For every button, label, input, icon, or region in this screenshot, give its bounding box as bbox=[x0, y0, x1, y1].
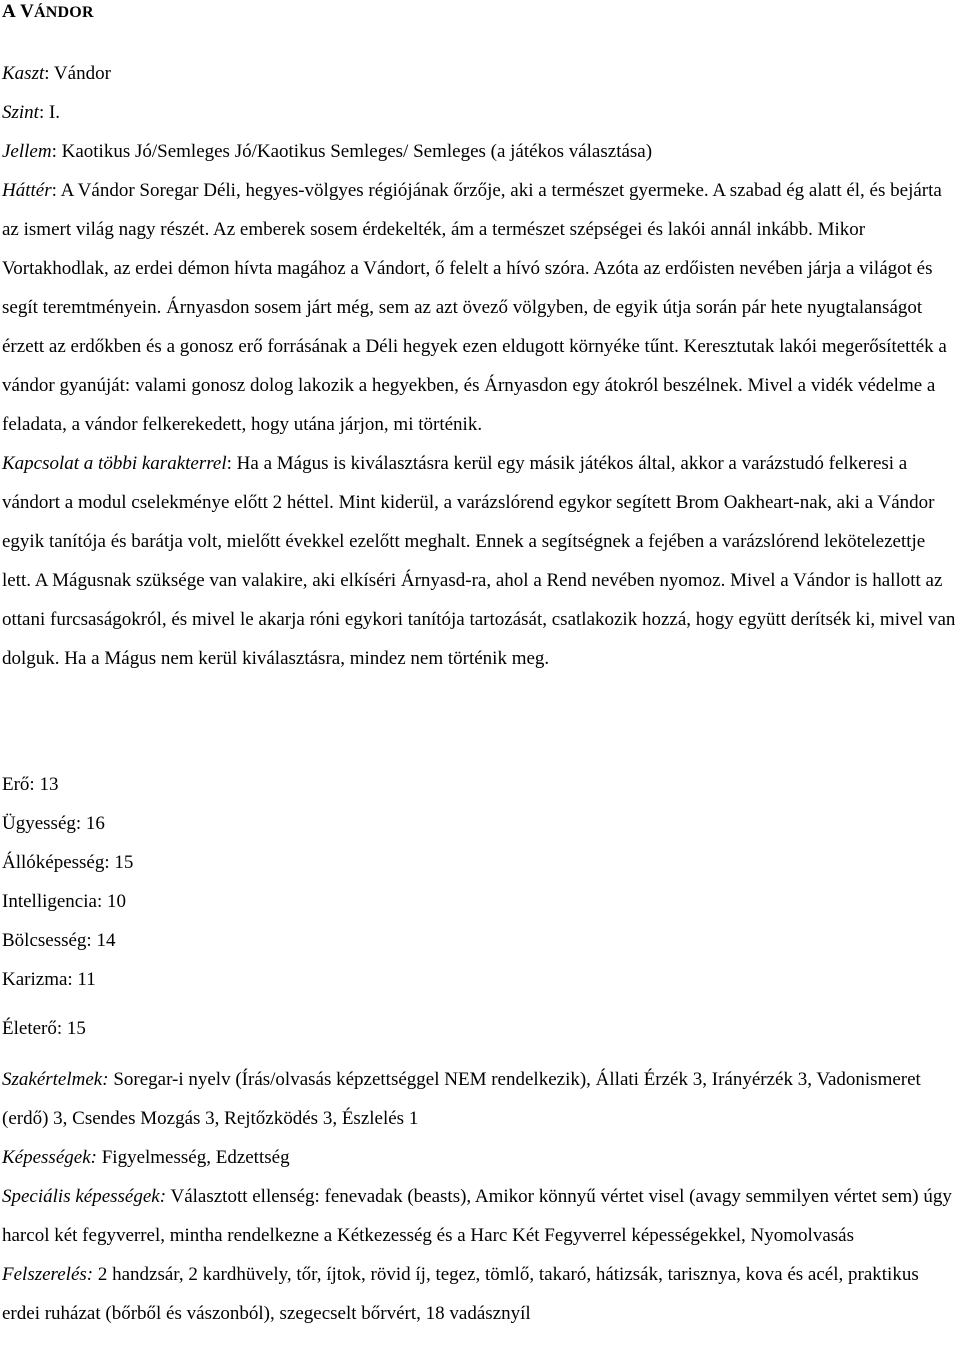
stat-charisma: Karizma: 11 bbox=[2, 969, 96, 990]
character-header bbox=[2, 54, 958, 678]
stat-intelligence: Intelligencia: 10 bbox=[2, 891, 126, 912]
abilities-section bbox=[2, 1060, 958, 1333]
background-text: : A Vándor Soregar Déli, hegyes-völgyes régiójának őrzője, aki a természet gyermeke. A szabad ég alatt él, és bejárta az ismert világ nagy részét. Az emberek sosem érdekelték, ám a természet szépségei és lakói annál inkább. Mikor Vortakhodlak, az erdei démon hívta magához a Vándort, ő felelt a hívó szóra. Azóta az erdőisten nevében járja a világot és segít teremtményein. Árnyasdon sosem járt még, sem az azt övező völgyben, de egyik útja során pár hete nyugtalanságot érzett az erdőkben és a gonosz erő forrásának a Déli hegyek ezen eldugott környéke tűnt. Keresztutak lakói megerősítették a vándor gyanúját: valami gonosz dolog lakozik a hegyekben, és Árnyasdon egy átokról beszélnek. Mivel a vidék védelme a feladata, a vándor felkerekedett, hogy utána járjon, mi történik. bbox=[2, 180, 947, 435]
special-paragraph bbox=[2, 1177, 958, 1255]
stat-dexterity: Ügyesség: 16 bbox=[2, 813, 105, 834]
level-value: : I. bbox=[38, 102, 61, 123]
skills-text: Soregar-i nyelv (Írás/olvasás képzettséggel NEM rendelkezik), Állati Érzék 3, Irányérzék 3, Vadonismeret (erdő) 3, Csendes Mozgás 3, Rejtőzködés 3, Észlelés 1 bbox=[2, 1069, 921, 1129]
level-line bbox=[2, 93, 958, 132]
level-label: Szint bbox=[2, 102, 39, 123]
special-text: Választott ellenség: fenevadak (beasts), Amikor könnyű vértet visel (avagy semmilyen vértet sem) úgy harcol két fegyverrel, mintha rendelkezne a Kétkezesség és a Harc Két Fegyverrel képességekkel, Nyomolvasás bbox=[2, 1186, 952, 1246]
alignment-line bbox=[2, 132, 958, 171]
class-value: : Vándor bbox=[44, 63, 111, 84]
attribute-list bbox=[2, 765, 958, 999]
equipment-paragraph bbox=[2, 1255, 958, 1333]
hit-points bbox=[2, 1009, 958, 1048]
alignment-value: : Kaotikus Jó/Semleges Jó/Kaotikus Semleges/ Semleges (a játékos választása) bbox=[51, 141, 653, 162]
title-smallcaps-rest: ÁNDOR bbox=[34, 4, 94, 21]
feats-paragraph bbox=[2, 1138, 958, 1177]
title-v-capital: V bbox=[20, 1, 35, 22]
stat-strength: Erő: 13 bbox=[2, 774, 59, 795]
feats-label: Képességek: bbox=[2, 1147, 97, 1168]
skills-paragraph bbox=[2, 1060, 958, 1138]
alignment-label: Jellem bbox=[2, 141, 52, 162]
skills-label: Szakértelmek: bbox=[2, 1069, 109, 1090]
class-label: Kaszt bbox=[2, 63, 45, 84]
relation-label: Kapcsolat a többi karakterrel bbox=[2, 453, 227, 474]
title-initial: A bbox=[2, 1, 16, 22]
stat-wisdom: Bölcsesség: 14 bbox=[2, 930, 116, 951]
document-title bbox=[2, 2, 94, 23]
equipment-text: 2 handzsár, 2 kardhüvely, tőr, íjtok, rövid íj, tegez, tömlő, takaró, hátizsák, tarisznya, kova és acél, praktikus erdei ruházat (bőrből és vászonból), szegecselt bőrvért, 18 vadásznyíl bbox=[2, 1264, 919, 1324]
hp-line: Életerő: 15 bbox=[2, 1018, 86, 1039]
class-line bbox=[2, 54, 958, 93]
stat-constitution: Állóképesség: 15 bbox=[2, 852, 134, 873]
feats-text: Figyelmesség, Edzettség bbox=[96, 1147, 290, 1168]
background-label: Háttér bbox=[2, 180, 52, 201]
equipment-label: Felszerelés: bbox=[2, 1264, 94, 1285]
background-paragraph bbox=[2, 171, 958, 444]
relation-text: : Ha a Mágus is kiválasztásra kerül egy másik játékos által, akkor a varázstudó felkeresi a vándort a modul cselekménye előtt 2 héttel. Mint kiderül, a varázslórend egykor segített Brom Oakheart-nak, aki a Vándor egyik tanítója és barátja volt, mielőtt évekkel ezelőtt meghalt. Ennek a segítségnek a fejében a varázslórend lekötelezettje lett. A Mágusnak szüksége van valakire, aki elkíséri Árnyasd-ra, ahol a Rend nevében nyomoz. Mivel a Vándor is hallott az ottani furcsaságokról, és mivel le akarja róni egykori tanítója tartozását, csatlakozik hozzá, hogy együtt derítsék ki, mivel van dolguk. Ha a Mágus nem kerül kiválasztásra, mindez nem történik meg. bbox=[2, 453, 956, 669]
relation-paragraph bbox=[2, 444, 958, 678]
special-label: Speciális képességek: bbox=[2, 1186, 167, 1207]
